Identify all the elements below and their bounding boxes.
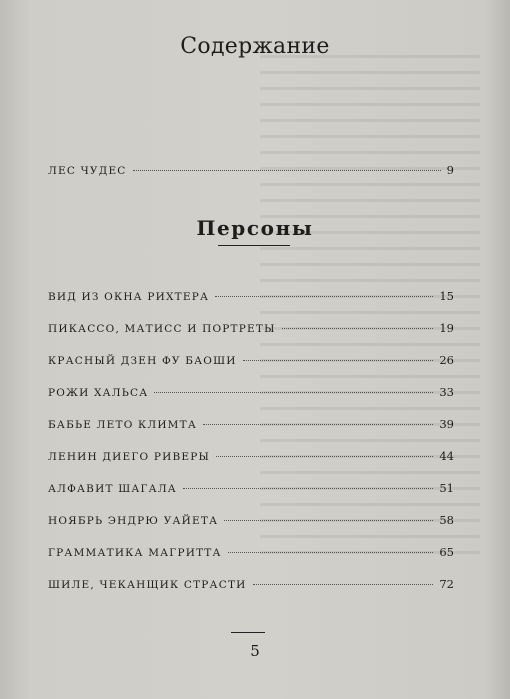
- dot-leader: [243, 360, 434, 361]
- toc-entry-page: 39: [439, 417, 454, 431]
- toc-entry: [48, 417, 454, 435]
- toc-entry-label: ПИКАССО, МАТИСС И ПОРТРЕТЫ: [48, 323, 276, 335]
- toc-entry-page: 9: [446, 163, 454, 177]
- dot-leader: [282, 328, 434, 329]
- toc-entry: [48, 385, 454, 403]
- toc-entry: [48, 513, 454, 531]
- dot-leader: [203, 424, 433, 425]
- toc-entry-label: РОЖИ ХАЛЬСА: [48, 387, 149, 399]
- toc-entry-label: ВИД ИЗ ОКНА РИХТЕРА: [48, 291, 210, 303]
- toc-entry-label: ГРАММАТИКА МАГРИТТА: [48, 547, 222, 559]
- toc-entry: [48, 545, 454, 563]
- contents-title: Содержание: [180, 34, 330, 59]
- toc-entry-label: БАБЬЕ ЛЕТО КЛИМТА: [48, 419, 197, 431]
- dot-leader: [224, 520, 433, 521]
- dot-leader: [253, 584, 434, 585]
- toc-entry-page: 19: [439, 321, 454, 335]
- toc-entry: [48, 481, 454, 499]
- toc-entry: [48, 449, 454, 467]
- page-number: 5: [250, 642, 260, 660]
- toc-entry-label: ЛЕНИН ДИЕГО РИВЕРЫ: [48, 451, 211, 463]
- dot-leader: [228, 552, 434, 553]
- toc-entry-page: 26: [439, 353, 454, 367]
- toc-entry-label: КРАСНЫЙ ДЗЕН ФУ БАОШИ: [48, 355, 237, 367]
- toc-entry: [48, 289, 454, 307]
- footer-rule: [231, 632, 265, 633]
- toc-entry-prelude: [48, 163, 454, 181]
- toc-entry-page: 33: [439, 385, 454, 399]
- toc-entry-label: НОЯБРЬ ЭНДРЮ УАЙЕТА: [48, 515, 219, 527]
- toc-entry-label: ШИЛЕ, ЧЕКАНЩИК СТРАСТИ: [48, 579, 247, 591]
- toc-entry-page: 15: [439, 289, 454, 303]
- toc-entry-page: 51: [439, 481, 454, 495]
- toc-entry-page: 58: [439, 513, 454, 527]
- section-heading: Персоны: [196, 216, 314, 240]
- dot-leader: [133, 170, 441, 171]
- toc-entry-page: 44: [439, 449, 454, 463]
- toc-entry-page: 72: [439, 577, 454, 591]
- dot-leader: [183, 488, 433, 489]
- dot-leader: [215, 296, 433, 297]
- toc-entry-page: 65: [439, 545, 454, 559]
- section-rule: [218, 245, 290, 246]
- toc-entry: [48, 321, 454, 339]
- toc-entry-label: ЛЕС ЧУДЕС: [48, 165, 127, 177]
- toc-entry: [48, 577, 454, 595]
- toc-entry: [48, 353, 454, 371]
- dot-leader: [216, 456, 433, 457]
- dot-leader: [154, 392, 433, 393]
- toc-entry-label: АЛФАВИТ ШАГАЛА: [48, 483, 177, 495]
